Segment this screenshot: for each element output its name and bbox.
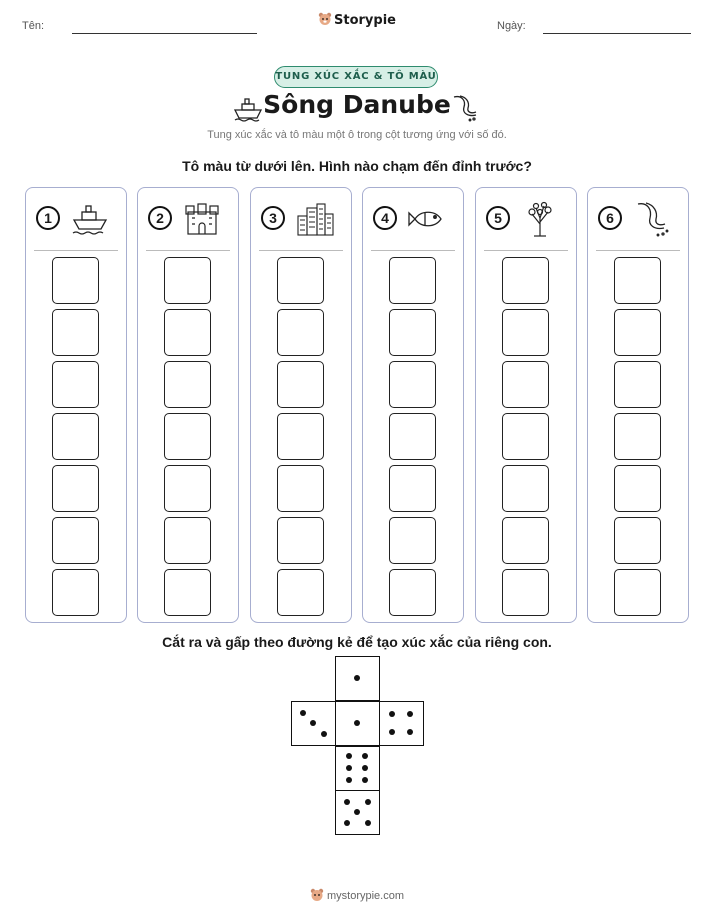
fish-icon — [407, 200, 447, 238]
die-pip — [346, 765, 352, 771]
die-pip — [407, 729, 413, 735]
column-number: 1 — [36, 206, 60, 230]
date-field[interactable] — [543, 33, 691, 34]
dice-column-3 — [250, 187, 352, 623]
die-pip — [365, 820, 371, 826]
brand-name: Storypie — [334, 13, 396, 28]
die-pip — [354, 675, 360, 681]
coloring-box[interactable] — [277, 569, 324, 616]
worksheet-tag: TUNG XÚC XẮC & TÔ MÀU — [274, 66, 438, 88]
city-icon — [295, 200, 335, 238]
coloring-box[interactable] — [389, 257, 436, 304]
coloring-box[interactable] — [389, 413, 436, 460]
die-pip — [362, 765, 368, 771]
dice-column-2 — [137, 187, 239, 623]
die-pip — [407, 711, 413, 717]
die-pip — [346, 753, 352, 759]
coloring-box[interactable] — [52, 465, 99, 512]
die-pip — [310, 720, 316, 726]
die-pip — [362, 753, 368, 759]
die-face-5 — [335, 790, 380, 835]
coloring-box[interactable] — [277, 465, 324, 512]
coloring-box[interactable] — [164, 361, 211, 408]
dice-column-4 — [362, 187, 464, 623]
coloring-box[interactable] — [164, 517, 211, 564]
coloring-box[interactable] — [614, 465, 661, 512]
footer-site: mystorypie.com — [326, 890, 405, 902]
instruction: Tô màu từ dưới lên. Hình nào chạm đến đỉnh trước? — [182, 158, 532, 174]
coloring-box[interactable] — [164, 309, 211, 356]
column-divider — [484, 250, 568, 251]
dice-column-5 — [475, 187, 577, 623]
bear-icon — [318, 12, 332, 26]
name-label: Tên: — [22, 20, 45, 32]
coloring-box[interactable] — [52, 413, 99, 460]
coloring-box[interactable] — [614, 361, 661, 408]
river-icon — [632, 200, 672, 238]
coloring-box[interactable] — [502, 361, 549, 408]
coloring-box[interactable] — [502, 569, 549, 616]
footer — [0, 888, 714, 902]
column-divider — [34, 250, 118, 251]
coloring-box[interactable] — [164, 257, 211, 304]
die-pip — [389, 729, 395, 735]
coloring-box[interactable] — [164, 413, 211, 460]
date-label: Ngày: — [497, 20, 526, 32]
die-pip — [346, 777, 352, 783]
column-number: 5 — [486, 206, 510, 230]
coloring-box[interactable] — [164, 569, 211, 616]
die-pip — [300, 710, 306, 716]
coloring-box[interactable] — [614, 309, 661, 356]
die-pip — [321, 731, 327, 737]
coloring-box[interactable] — [277, 257, 324, 304]
coloring-box[interactable] — [277, 517, 324, 564]
die-pip — [362, 777, 368, 783]
die-face-6 — [335, 746, 380, 791]
column-divider — [596, 250, 680, 251]
coloring-box[interactable] — [277, 361, 324, 408]
die-face-1 — [335, 701, 380, 746]
castle-icon — [182, 200, 222, 238]
page-title: Sông Danube — [263, 90, 451, 119]
coloring-box[interactable] — [389, 309, 436, 356]
coloring-box[interactable] — [52, 517, 99, 564]
coloring-box[interactable] — [52, 361, 99, 408]
coloring-box[interactable] — [502, 257, 549, 304]
coloring-box[interactable] — [52, 569, 99, 616]
coloring-box[interactable] — [614, 413, 661, 460]
coloring-box[interactable] — [52, 309, 99, 356]
coloring-box[interactable] — [389, 465, 436, 512]
subtitle: Tung xúc xắc và tô màu một ô trong cột tương ứng với số đó. — [207, 129, 507, 141]
boat-icon — [70, 200, 110, 238]
coloring-box[interactable] — [614, 569, 661, 616]
die-pip — [354, 809, 360, 815]
die-pip — [365, 799, 371, 805]
die-face-3 — [291, 701, 336, 746]
die-face-1 — [335, 656, 380, 701]
column-number: 2 — [148, 206, 172, 230]
column-divider — [146, 250, 230, 251]
column-number: 6 — [598, 206, 622, 230]
die-pip — [344, 820, 350, 826]
die-face-4 — [379, 701, 424, 746]
river-icon — [450, 93, 480, 123]
column-divider — [259, 250, 343, 251]
coloring-box[interactable] — [389, 569, 436, 616]
coloring-box[interactable] — [502, 413, 549, 460]
column-number: 3 — [261, 206, 285, 230]
die-pip — [344, 799, 350, 805]
coloring-box[interactable] — [389, 361, 436, 408]
coloring-box[interactable] — [389, 517, 436, 564]
bear-icon — [310, 888, 324, 902]
die-pip — [354, 720, 360, 726]
column-number: 4 — [373, 206, 397, 230]
coloring-box[interactable] — [277, 413, 324, 460]
column-divider — [371, 250, 455, 251]
dice-column-6 — [587, 187, 689, 623]
dice-column-1 — [25, 187, 127, 623]
coloring-box[interactable] — [502, 465, 549, 512]
brand-logo — [0, 12, 714, 28]
coloring-box[interactable] — [52, 257, 99, 304]
die-pip — [389, 711, 395, 717]
coloring-box[interactable] — [502, 309, 549, 356]
coloring-box[interactable] — [502, 517, 549, 564]
coloring-box[interactable] — [614, 257, 661, 304]
die-instruction: Cắt ra và gấp theo đường kẻ để tạo xúc xắc của riêng con. — [162, 634, 552, 650]
coloring-box[interactable] — [277, 309, 324, 356]
coloring-box[interactable] — [614, 517, 661, 564]
name-field[interactable] — [72, 33, 257, 34]
coloring-box[interactable] — [164, 465, 211, 512]
tree-icon — [520, 200, 560, 238]
